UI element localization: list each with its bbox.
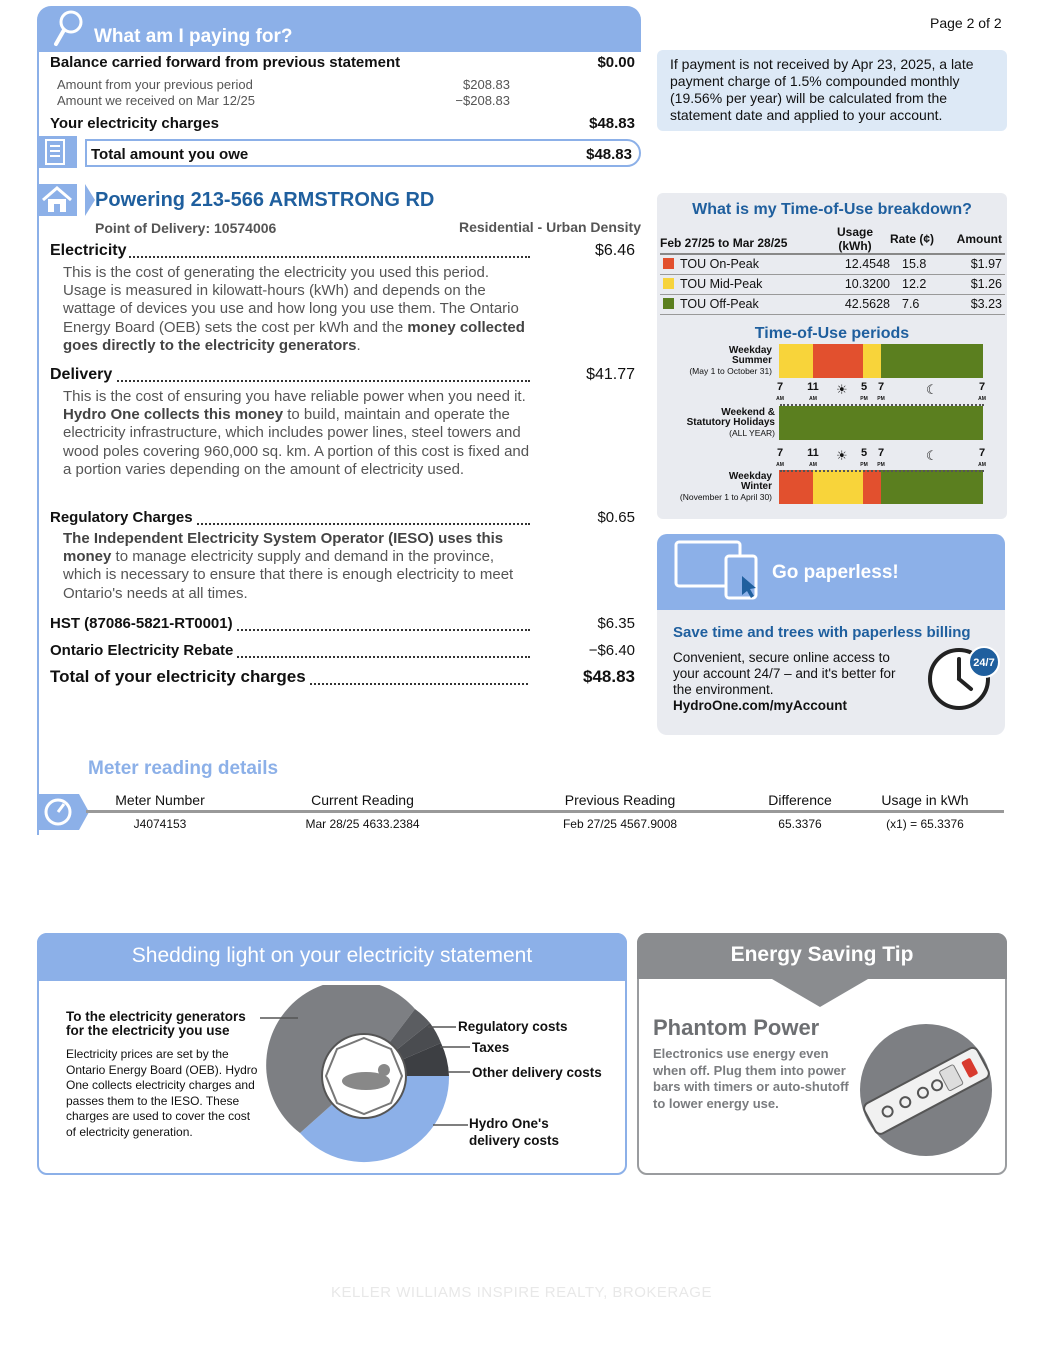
- page-number: Page 2 of 2: [930, 15, 1002, 31]
- time-tick: [873, 382, 889, 404]
- tou-usage: 42.5628: [844, 297, 890, 311]
- period-label: Winter: [740, 481, 772, 492]
- balance-value: $0.00: [597, 54, 635, 71]
- tou-rate: 12.2: [902, 277, 927, 291]
- period-label: Statutory Holidays: [686, 417, 775, 428]
- hst-value: $6.35: [597, 615, 635, 632]
- search-icon: [53, 8, 85, 48]
- other-delivery-label: Other delivery costs: [472, 1065, 602, 1080]
- weekend-bar: [779, 406, 985, 442]
- hst-label: HST (87086-5821-RT0001): [50, 615, 236, 632]
- tou-col-amount: Amount: [956, 232, 1002, 246]
- paperless-subtitle: Save time and trees with paperless billing: [673, 624, 971, 641]
- time-axis-line: [780, 470, 984, 472]
- tick-ampm: AM: [809, 396, 817, 402]
- rebate-label: Ontario Electricity Rebate: [50, 642, 236, 659]
- desc-text: to manage electricity supply and demand in the province, which is necessary to ensure that there is enough electricity to meet Ontario's needs at all times.: [63, 548, 514, 602]
- desc-bold: Hydro One collects this money: [63, 406, 284, 424]
- meter-header: Meter Number: [115, 792, 205, 808]
- tou-period: Feb 27/25 to Mar 28/25: [660, 236, 788, 250]
- badge-247: 24/7: [973, 657, 995, 669]
- time-tick: [772, 382, 788, 404]
- tick-ampm: AM: [776, 396, 784, 402]
- tou-swatch: [663, 278, 674, 289]
- devices-icon: [672, 538, 764, 604]
- summer-bar: [779, 344, 985, 380]
- tou-swatch: [663, 298, 674, 309]
- desc-text: This is the cost of generating the electricity you used this period. Usage is measured in kilowatt-hours (kWh) and depends on the wattage of devices you use and how long you use them. The Ontario Energy Board (OEB) sets the cost per kWh and the: [63, 264, 519, 336]
- meter-header: Current Reading: [311, 792, 414, 808]
- time-tick: [805, 382, 821, 404]
- meter-value: 65.3376: [778, 817, 822, 831]
- meter-icon: [37, 794, 79, 830]
- mid-peak-block: [813, 470, 863, 504]
- paperless-link[interactable]: HydroOne.com/myAccount: [673, 698, 848, 713]
- time-tick: [805, 448, 821, 470]
- divider: [50, 376, 530, 382]
- density: Residential - Urban Density: [458, 219, 641, 235]
- on-peak-block: [813, 344, 863, 378]
- powering-title: Powering 213-566 ARMSTRONG RD: [95, 189, 435, 211]
- tick-hour: 7: [776, 447, 784, 459]
- divider: [772, 979, 868, 1007]
- tou-label: TOU Off-Peak: [680, 297, 759, 311]
- divider: [86, 810, 1004, 813]
- meter-title: Meter reading details: [88, 758, 279, 779]
- paperless-title: Go paperless!: [772, 562, 899, 583]
- meter-value: Mar 28/25 4633.2384: [305, 817, 420, 831]
- meter-value: (x1) = 65.3376: [886, 817, 964, 831]
- tou-amount: $3.23: [970, 297, 1002, 311]
- desc-text: This is the cost of ensuring you have reliable power when you need it.: [63, 388, 526, 405]
- time-axis-line: [780, 404, 984, 406]
- tip-title: Phantom Power: [653, 1015, 820, 1040]
- regulatory-value: $0.65: [597, 509, 635, 526]
- tick-hour: 5: [860, 447, 868, 459]
- tou-amount: $1.26: [970, 277, 1002, 291]
- time-tick: [856, 382, 872, 404]
- off-peak-block: [881, 344, 983, 378]
- col-label: Usage: [836, 225, 874, 239]
- paying-header: [37, 6, 641, 50]
- tick-ampm: PM: [860, 396, 868, 402]
- point-of-delivery: Point of Delivery: 10574006: [95, 220, 277, 236]
- late-notice-box: [657, 50, 1007, 131]
- meter-header: Difference: [768, 792, 832, 808]
- electricity-value: $6.46: [594, 242, 635, 259]
- charges-label: Your electricity charges: [50, 115, 219, 132]
- summer-label: [660, 346, 772, 377]
- tick-ampm: AM: [776, 462, 784, 468]
- paperless-header: [657, 534, 1005, 610]
- generators-body: Electricity prices are set by the Ontario Energy Board (OEB). Hydro One collects electricity charges and passes them to the IESO. These charges are used to cover the cost of electricity generation.: [66, 1047, 258, 1139]
- tou-row: [660, 275, 1005, 295]
- desc-bold: money collected goes directly to the electricity generators: [63, 318, 525, 354]
- total-charges-label: Total of your electricity charges: [50, 667, 309, 687]
- period-sub: (November 1 to April 30): [679, 492, 772, 502]
- tou-usage: 12.4548: [844, 257, 890, 271]
- tick-ampm: PM: [877, 396, 885, 402]
- tou-usage: 10.3200: [844, 277, 890, 291]
- statement-icon: [37, 136, 77, 168]
- total-owe-label: Total amount you owe: [91, 146, 249, 163]
- prev-label: Amount from your previous period: [57, 77, 253, 92]
- delivery-value: $41.77: [586, 366, 635, 383]
- tou-col-usage: [825, 225, 885, 253]
- tick-ampm: AM: [978, 396, 986, 402]
- period-label: Summer: [731, 355, 772, 366]
- col-label: (kWh): [838, 239, 872, 253]
- electricity-label: Electricity: [50, 242, 129, 260]
- on-peak-block: [863, 470, 881, 504]
- time-tick: [856, 448, 872, 470]
- tick-ampm: AM: [809, 462, 817, 468]
- total-owe-value: $48.83: [586, 146, 632, 163]
- tou-col-rate: Rate (¢): [890, 232, 935, 246]
- divider: [37, 50, 641, 52]
- paperless-body: Convenient, secure online access to your account 24/7 – and it's better for the environment.: [673, 650, 896, 697]
- rebate-value: −$6.40: [588, 642, 635, 659]
- on-peak-block: [779, 470, 813, 504]
- mid-peak-block: [779, 344, 813, 378]
- tip-header: [637, 933, 1007, 979]
- tick-hour: 7: [877, 447, 885, 459]
- tick-ampm: PM: [877, 462, 885, 468]
- off-peak-block: [881, 470, 983, 504]
- moon-icon: ☾: [926, 382, 938, 397]
- delivery-desc: [63, 388, 533, 479]
- received-label: Amount we received on Mar 12/25: [57, 93, 255, 108]
- hydro-delivery-label: Hydro One's delivery costs: [469, 1116, 560, 1148]
- charges-value: $48.83: [589, 115, 635, 132]
- watermark: KELLER WILLIAMS INSPIRE REALTY, BROKERAGE: [331, 1284, 712, 1301]
- tick-hour: 7: [978, 381, 986, 393]
- period-sub: (ALL YEAR): [729, 428, 775, 438]
- tick-hour: 7: [978, 447, 986, 459]
- received-value: −$208.83: [455, 93, 510, 108]
- prev-value: $208.83: [463, 77, 510, 92]
- meter-value: Feb 27/25 4567.9008: [562, 817, 678, 831]
- tick-hour: 11: [807, 447, 819, 459]
- weekend-label: [660, 408, 775, 439]
- sun-icon: ☀: [836, 382, 848, 397]
- regulatory-label: Regulatory Charges: [50, 509, 196, 526]
- tou-row: [660, 295, 1005, 315]
- period-label: Weekday: [728, 471, 772, 482]
- delivery-label: Delivery: [50, 366, 115, 384]
- moon-icon: ☾: [926, 448, 938, 463]
- tick-ampm: AM: [978, 462, 986, 468]
- time-tick: [974, 382, 990, 404]
- winter-bar: [779, 470, 985, 506]
- desc-text: .: [356, 336, 361, 354]
- tick-hour: 7: [877, 381, 885, 393]
- tou-amount: $1.97: [970, 257, 1002, 271]
- tip-header-text: Energy Saving Tip: [730, 943, 914, 966]
- tou-row: [660, 255, 1005, 275]
- time-tick: [873, 448, 889, 470]
- total-charges-value: $48.83: [583, 667, 635, 686]
- electricity-desc: [63, 264, 533, 355]
- balance-label: Balance carried forward from previous statement: [50, 54, 401, 71]
- tick-ampm: PM: [860, 462, 868, 468]
- off-peak-block: [779, 406, 983, 440]
- mid-peak-block: [863, 344, 881, 378]
- taxes-label: Taxes: [472, 1040, 510, 1055]
- clock-icon: [925, 645, 1005, 713]
- tou-label: TOU On-Peak: [680, 257, 759, 271]
- sun-icon: ☀: [836, 448, 848, 463]
- meter-header: Previous Reading: [564, 792, 676, 808]
- tou-rate: 15.8: [902, 257, 927, 271]
- shedding-header: [37, 933, 627, 981]
- house-icon: [37, 184, 77, 216]
- meter-value: J4074153: [133, 817, 187, 831]
- period-sub: (May 1 to October 31): [689, 366, 772, 376]
- tou-periods-title: Time-of-Use periods: [754, 325, 910, 342]
- generators-label: To the electricity generators for the electricity you use: [66, 1009, 246, 1038]
- late-notice-text: If payment is not received by Apr 23, 2025, a late payment charge of 1.5% compounded monthly (19.56% per year) will be calculated from the statement date and applied to your account.: [670, 56, 974, 123]
- divider: [85, 184, 95, 216]
- tip-body: Electronics use energy even when off. Plug them into power bars with timers or auto-shutoff to lower energy use.: [653, 1046, 849, 1111]
- time-tick: [974, 448, 990, 470]
- desc-bold: The Independent Electricity System Operator (IESO) uses this money: [63, 530, 504, 566]
- power-bar-icon: [858, 1022, 994, 1158]
- tick-hour: 11: [807, 381, 819, 393]
- tou-table: [660, 255, 1005, 315]
- tick-hour: 7: [776, 381, 784, 393]
- period-label: Weekend &: [721, 407, 775, 418]
- time-tick: [772, 448, 788, 470]
- tou-rate: 7.6: [902, 297, 920, 311]
- winter-label: [660, 472, 772, 503]
- tick-hour: 5: [860, 381, 868, 393]
- meter-header: Usage in kWh: [881, 792, 969, 808]
- desc-text: to build, maintain and operate the electricity infrastructure, which includes power lines, steel towers and wood poles covering 960,000 sq. km. A portion of this cost is fixed and a portion varies depending on the amount of electricity used.: [63, 406, 530, 478]
- tou-swatch: [663, 258, 674, 269]
- period-label: Weekday: [728, 345, 772, 356]
- regulatory-desc: [63, 530, 533, 603]
- regulatory-costs-label: Regulatory costs: [458, 1019, 568, 1034]
- tou-label: TOU Mid-Peak: [680, 277, 763, 291]
- shedding-title: Shedding light on your electricity statement: [131, 944, 533, 967]
- paying-title: What am I paying for?: [94, 26, 293, 47]
- tou-title: What is my Time-of-Use breakdown?: [692, 201, 972, 218]
